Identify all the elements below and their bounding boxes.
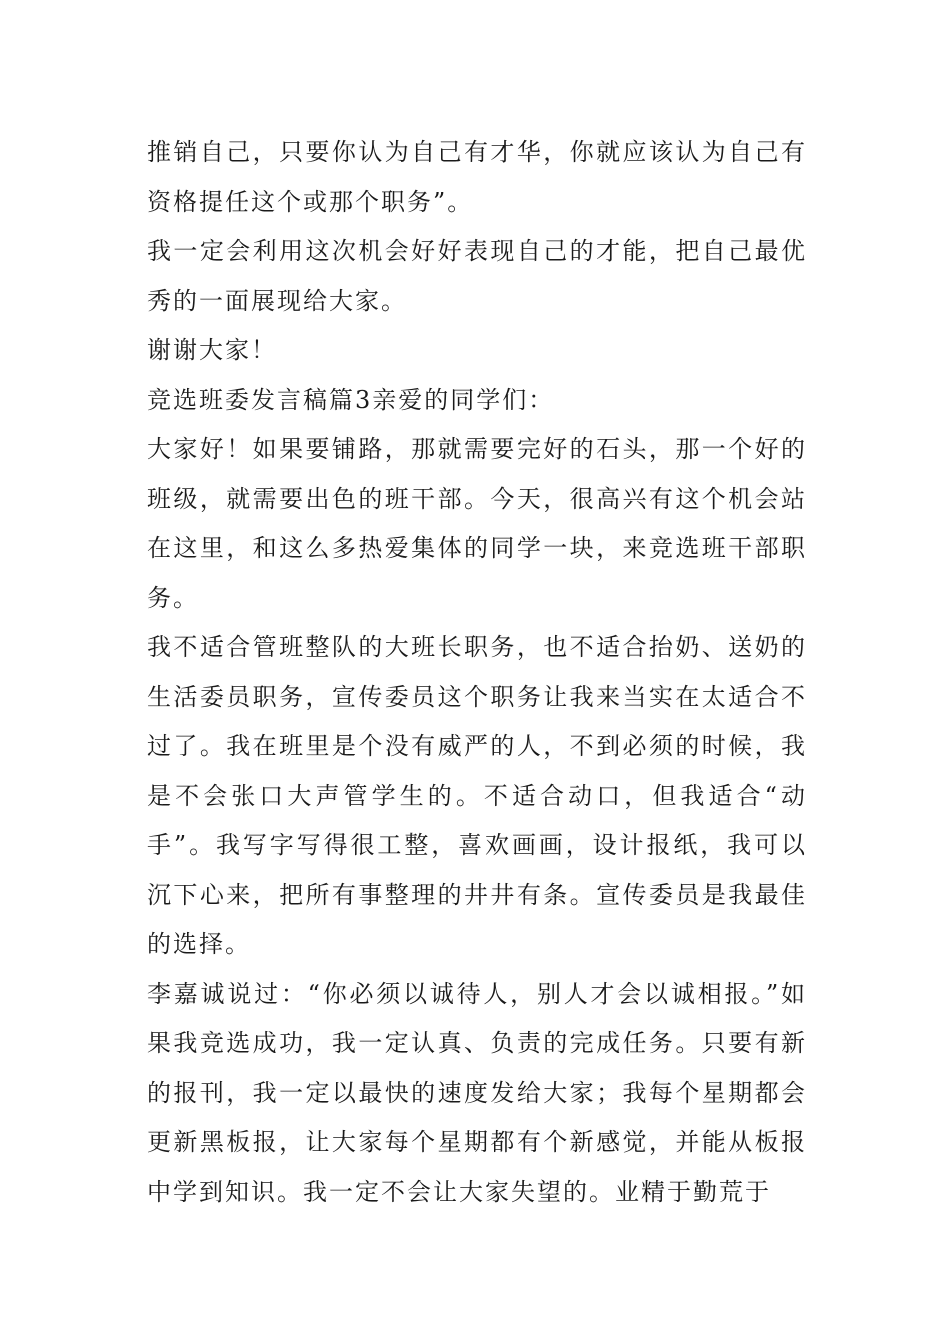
paragraph-4-heading: 竞选班委发言稿篇3亲爱的同学们：: [147, 385, 555, 414]
paragraph-3: 谢谢大家！: [147, 336, 277, 364]
paragraph-6: 我不适合管班整队的大班长职务，也不适合抬奶、送奶的生活委员职务，宣传委员这个职务让我来当实在太适合不过了。我在班里是个没有威严的人，不到必须的时候，我是不会张口大声管学生的。不适合动口，但我适合“动手”。我写字写得很工整，喜欢画画，设计报纸，我可以沉下心来，把所有事整理的井井有条。宣传委员是我最佳的选择。: [147, 633, 807, 958]
paragraph-1: 推销自己，只要你认为自己有才华，你就应该认为自己有资格提任这个或那个职务”。: [147, 138, 807, 216]
document-body: [147, 128, 807, 1217]
paragraph-2: 我一定会利用这次机会好好表现自己的才能，把自己最优秀的一面展现给大家。: [147, 237, 807, 315]
paragraph-7: 李嘉诚说过：“你必须以诚待人，别人才会以诚相报。”如果我竞选成功，我一定认真、负责的完成任务。只要有新的报刊，我一定以最快的速度发给大家；我每个星期都会更新黑板报，让大家每个星期都有个新感觉，并能从板报中学到知识。我一定不会让大家失望的。业精于勤荒于: [147, 979, 807, 1206]
paragraph-5: 大家好！如果要铺路，那就需要完好的石头，那一个好的班级，就需要出色的班干部。今天，很高兴有这个机会站在这里，和这么多热爱集体的同学一块，来竞选班干部职务。: [147, 435, 807, 612]
